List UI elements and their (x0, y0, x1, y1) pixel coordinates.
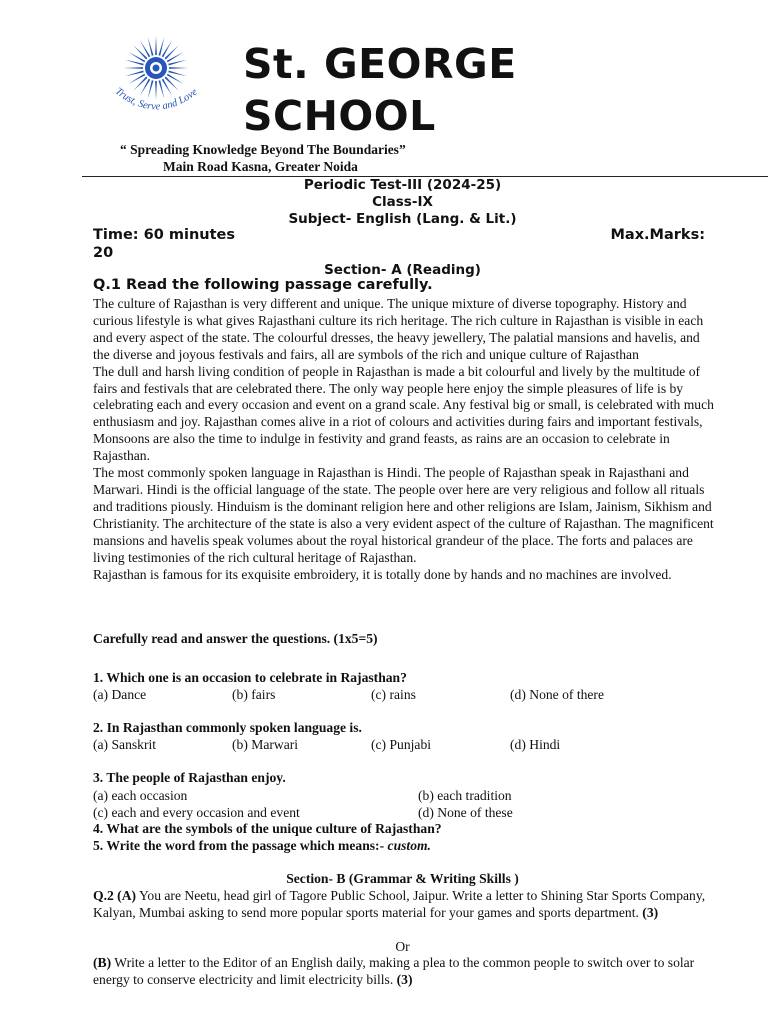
svg-text:Trust, Serve and Love: Trust, Serve and Love (112, 85, 200, 113)
logo-petal (168, 60, 187, 66)
logo-petal (167, 74, 184, 84)
logo-petal (162, 40, 172, 57)
school-address: Main Road Kasna, Greater Noida (163, 159, 358, 174)
passage-paragraph: Rajasthan is famous for its exquisite embroidery, it is totally done by hands and no machines are involved. (93, 566, 672, 582)
option: (a) Dance (93, 687, 147, 702)
option: (b) each tradition (418, 788, 512, 803)
school-motto: “ Spreading Knowledge Beyond The Boundaries” (120, 142, 406, 157)
logo-petal (133, 45, 147, 59)
question-5-word: custom. (387, 838, 431, 853)
q2b-label: (B) (93, 955, 112, 970)
logo-petal (128, 52, 145, 62)
question-5 (93, 838, 431, 854)
passage-paragraph: The culture of Rajasthan is very different and unique. The unique mixture of diverse topography. History and curious lifestyle is what gives Rajasthani culture its rich heritage. The rich culture in Rajasthan is visible in each and every aspect of the state. The colourful dresses, the heavy jewellery, The palatial mansions and havelis, and the diverse and joyous festivals and fairs, all are symbols of the rich and unique culture of Rajasthan (93, 296, 704, 362)
school-logo (96, 28, 224, 128)
school-name: St. GEORGE SCHOOL (243, 40, 517, 140)
option: (b) fairs (232, 687, 276, 702)
logo-petal (165, 45, 179, 59)
logo-petal (155, 81, 157, 100)
option: (c) each and every occasion and event (93, 805, 300, 820)
exam-time: Time: 60 minutes (93, 227, 235, 243)
logo-petal (168, 70, 187, 76)
exam-class: Class-IX (372, 194, 433, 210)
logo-petal (155, 36, 157, 55)
instruction: Carefully read and answer the questions. (1x5=5) (93, 631, 378, 646)
logo-petal (133, 77, 147, 91)
or-divider: Or (395, 939, 410, 954)
option: (c) rains (371, 687, 416, 702)
max-marks-label: Max.Marks: (610, 227, 705, 243)
q1-heading: Q.1 Read the following passage carefully. (93, 277, 433, 293)
reading-passage (93, 296, 717, 583)
logo-petal (125, 60, 144, 66)
logo-petal (158, 80, 164, 99)
section-b-title: Section- B (Grammar & Writing Skills ) (286, 871, 519, 886)
logo-petal (169, 67, 188, 69)
option: (c) Punjabi (371, 737, 432, 752)
q2a-marks: (3) (642, 904, 659, 920)
question-3: 3. The people of Rajasthan enjoy. (93, 770, 286, 785)
logo-petal (128, 74, 145, 84)
passage-paragraph: The most commonly spoken language in Rajasthan is Hindi. The people of Rajasthan speak in Rajasthani and Marwari. Hindi is the official language of the state. The people over here are very religious and follow all rituals and traditions piously. Hinduism is the dominant religion here and other religions are Islam, Jainism, Sikhism and Christianity. The architecture of the state is also a very evident aspect of the culture of Rajasthan. The magnificent mansions and havelis speak volumes about the royal historical grandeur of the place. The forts and palaces are living testimonies of the rich cultural heritage of Rajasthan. (93, 465, 714, 565)
max-marks-value: 20 (93, 245, 114, 261)
logo-petal (148, 37, 154, 56)
q2a (93, 888, 717, 922)
question-1: 1. Which one is an occasion to celebrate in Rajasthan? (93, 670, 407, 685)
logo-petal (162, 79, 172, 96)
logo-petal (165, 77, 179, 91)
question-4: 4. What are the symbols of the unique culture of Rajasthan? (93, 821, 442, 836)
exam-title: Periodic Test-III (2024-25) (303, 177, 502, 193)
option: (d) None of there (510, 687, 604, 702)
logo-petal (125, 70, 144, 76)
question-5-text: 5. Write the word from the passage which means:- (93, 838, 385, 853)
option: (a) each occasion (93, 788, 188, 803)
option: (a) Sanskrit (93, 737, 157, 752)
exam-subject: Subject- English (Lang. & Lit.) (288, 211, 517, 227)
q2b (93, 955, 717, 989)
logo-petal (140, 40, 150, 57)
option: (b) Marwari (232, 737, 299, 752)
option: (d) None of these (418, 805, 513, 820)
option: (d) Hindi (510, 737, 561, 752)
question-2: 2. In Rajasthan commonly spoken language is. (93, 720, 362, 735)
logo-petal (124, 67, 143, 69)
q2b-marks: (3) (396, 971, 413, 987)
section-a-title: Section- A (Reading) (324, 262, 481, 278)
passage-paragraph: The dull and harsh living condition of people in Rajasthan is made a bit colourful and lively by the multitude of fairs and festivals that are celebrated there. The only way people here enjoy the simple pleasures of life is by celebrating each and every occasion and event on a grand scale. Any festival big or small, is celebrated with much enthusiasm and joy. Rajasthan comes alive in a riot of colours and activities during fairs and important festivals, Monsoons are also the time to indulge in festivity and grand feasts, as rains are an occasion to celebrate in Rajasthan. (93, 363, 714, 464)
logo-petal (158, 37, 164, 56)
logo-petal (167, 52, 184, 62)
logo-petal (148, 80, 154, 99)
logo-petal (140, 79, 150, 96)
time-marks-row (93, 227, 705, 243)
q2a-label: Q.2 (A) (93, 888, 137, 903)
q2a-text: You are Neetu, head girl of Tagore Public School, Jaipur. Write a letter to Shining Star Sports Company, Kalyan, Mumbai asking to send more popular sports material for your games and sports department. (93, 888, 706, 920)
q2b-text: Write a letter to the Editor of an English daily, making a plea to the common people to switch over to solar energy to conserve electricity and limit electricity bills. (93, 955, 695, 987)
